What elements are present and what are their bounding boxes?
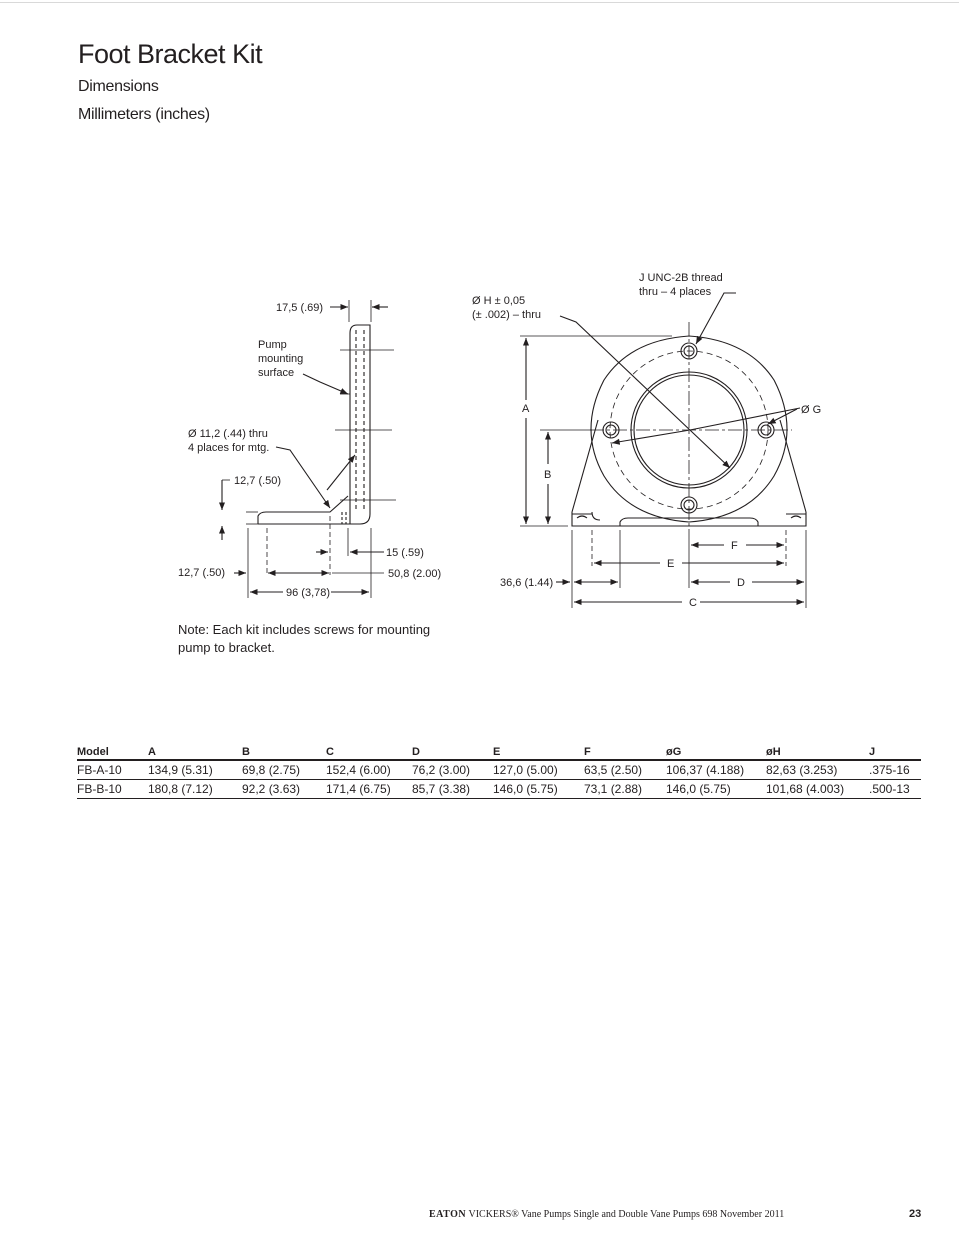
cell: 92,2 (3.63)	[242, 780, 326, 799]
bracket-plate	[350, 325, 370, 524]
col-H: øH	[766, 746, 869, 760]
dim-span: 50,8 (2.00)	[388, 568, 442, 580]
col-F: F	[584, 746, 666, 760]
cell: FB-A-10	[77, 760, 148, 780]
dim-base-label: 36,6 (1.44)	[500, 577, 554, 589]
thread-label-1: J UNC-2B thread	[639, 272, 723, 284]
dim-F-label: F	[731, 540, 738, 552]
dim-length: 96 (3,78)	[286, 587, 331, 599]
footer-brand: EATON	[429, 1209, 467, 1220]
page-title: Foot Bracket Kit	[78, 39, 263, 69]
cell: 146,0 (5.75)	[493, 780, 584, 799]
dim-slot: 15 (.59)	[386, 547, 424, 559]
cell: 127,0 (5.00)	[493, 760, 584, 780]
col-J: J	[869, 746, 921, 760]
table-header-row	[77, 746, 921, 760]
pump-surface-label-1: Pump	[258, 339, 287, 351]
footer	[429, 1209, 784, 1220]
col-C: C	[326, 746, 412, 760]
side-view-labels	[178, 302, 441, 599]
hole-label-1: Ø 11,2 (.44) thru	[188, 428, 268, 440]
dim-B-label: B	[544, 469, 552, 481]
thread-label-2: thru – 4 places	[639, 286, 712, 298]
front-view	[520, 293, 806, 608]
footer-text: VICKERS® Vane Pumps Single and Double Vane Pumps 698 November 2011	[468, 1209, 785, 1220]
dim-top-width: 17,5 (.69)	[276, 302, 324, 314]
col-model: Model	[77, 746, 148, 760]
hole-label-2: 4 places for mtg.	[188, 442, 270, 454]
cell: 180,8 (7.12)	[148, 780, 242, 799]
bore-label-1: Ø H ± 0,05	[472, 295, 526, 307]
dim-E-label: E	[667, 558, 675, 570]
dim-base-thickness: 12,7 (.50)	[234, 475, 282, 487]
bracket-base	[258, 496, 348, 524]
col-A: A	[148, 746, 242, 760]
col-D: D	[412, 746, 493, 760]
page-subtitle: Dimensions	[78, 78, 159, 95]
front-view-labels	[472, 272, 821, 609]
dim-A-label: A	[522, 403, 530, 415]
dim-C-label: C	[689, 597, 697, 609]
bore-label-2: (± .002) – thru	[472, 309, 542, 321]
cell: .375-16	[869, 760, 921, 780]
cell: 152,4 (6.00)	[326, 760, 412, 780]
dim-left-offset: 12,7 (.50)	[178, 567, 226, 579]
cell: 76,2 (3.00)	[412, 760, 493, 780]
cell: FB-B-10	[77, 780, 148, 799]
cell: 134,9 (5.31)	[148, 760, 242, 780]
page-number: 23	[909, 1208, 922, 1220]
col-E: E	[493, 746, 584, 760]
pump-surface-label-2: mounting	[258, 353, 304, 365]
units-label: Millimeters (inches)	[78, 106, 210, 123]
cell: 73,1 (2.88)	[584, 780, 666, 799]
pump-surface-label-3: surface	[258, 367, 295, 379]
cell: 82,63 (3.253)	[766, 760, 869, 780]
cell: 69,8 (2.75)	[242, 760, 326, 780]
cell: 146,0 (5.75)	[666, 780, 766, 799]
table-row	[77, 780, 921, 799]
cell: 171,4 (6.75)	[326, 780, 412, 799]
col-G: øG	[666, 746, 766, 760]
cell: 85,7 (3.38)	[412, 780, 493, 799]
table-row	[77, 760, 921, 780]
dim-G-label: Ø G	[801, 404, 822, 416]
cell: 106,37 (4.188)	[666, 760, 766, 780]
dimensions-table	[77, 746, 921, 799]
cell: 101,68 (4.003)	[766, 780, 869, 799]
col-B: B	[242, 746, 326, 760]
note-text: Note: Each kit includes screws for mounting pump to bracket.	[178, 622, 431, 655]
cell: .500-13	[869, 780, 921, 799]
cell: 63,5 (2.50)	[584, 760, 666, 780]
dim-D-label: D	[737, 577, 745, 589]
